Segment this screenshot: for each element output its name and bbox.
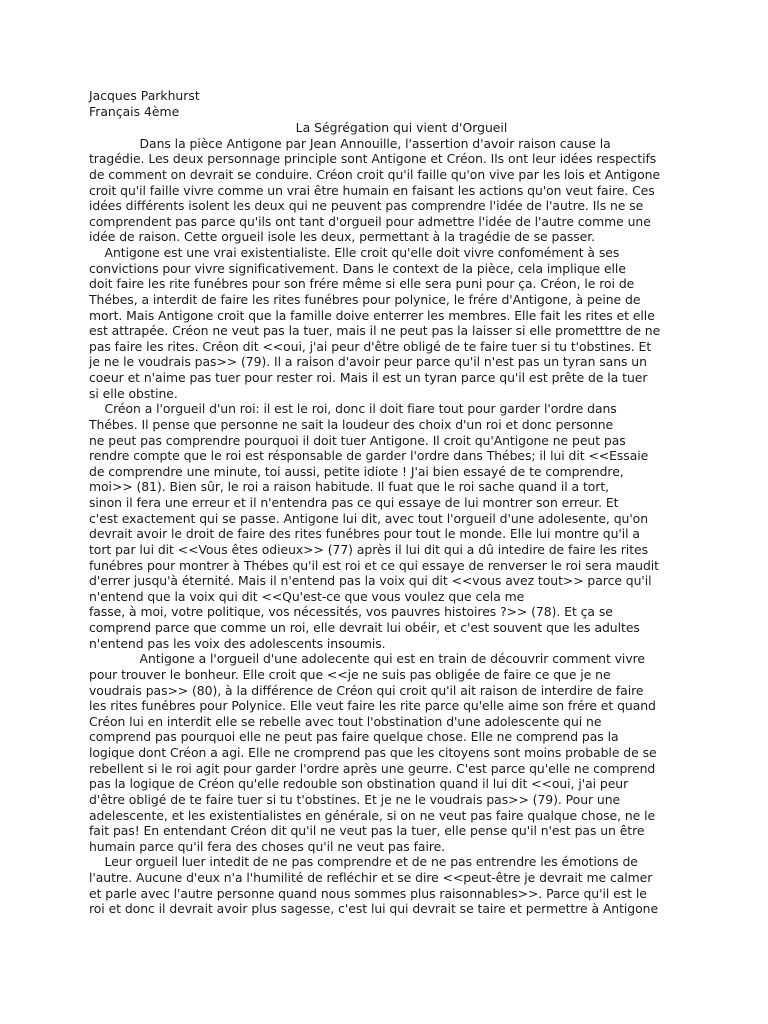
- text-line: Antigone est une vrai existentialiste. Elle croit qu'elle doit vivre confomément à ses: [89, 245, 620, 261]
- text-line: Créon a l'orgueil d'un roi: il est le roi, donc il doit fiare tout pour garder l'ordre dans: [89, 401, 617, 417]
- text-line: comprend parce que comme un roi, elle devrait lui obéir, et c'est souvent que les adultes: [89, 620, 640, 636]
- text-line: Leur orgueil luer intedit de ne pas comprendre et de ne pas entrendre les émotions de: [89, 854, 638, 870]
- text-line: rebellent si le roi agit pour garder l'ordre après une geurre. C'est parce qu'elle ne comprend: [89, 760, 656, 776]
- text-line: voudrais pas>> (80), à la différence de Créon qui croit qu'il ait raison de interdire de faire: [89, 682, 644, 698]
- text-line: Thébes, a interdit de faire les rites funébres pour polynice, le frére d'Antigone, à peine de: [89, 291, 641, 307]
- text-line: coeur et n'aime pas tuer pour rester roi. Mais il est un tyran parce qu'il est prête de la tuer: [89, 370, 648, 386]
- text-line: croit qu'il faille vivre comme un vrai être humain en faisant les actions qu'on veut faire. Ces: [89, 182, 655, 198]
- text-line: idées différents isolent les deux qui ne peuvent pas comprendre l'idée de l'autre. Ils ne se: [89, 198, 644, 214]
- text-line: l'autre. Aucune d'eux n'a l'humilité de refléchir et se dire <<peut-être je devrait me calmer: [89, 870, 653, 886]
- essay-title: La Ségrégation qui vient d'Orgueil: [295, 119, 508, 135]
- text-line: n'entend que la voix qui dit <<Qu'est-ce que vous voulez que cela me: [89, 588, 525, 604]
- text-line: tort par lui dit <<Vous êtes odieux>> (77) après il lui dit qui a dû intedire de faire les rites: [89, 541, 648, 557]
- text-line: est attrapée. Créon ne veut pas la tuer, mais il ne peut pas la laisser si elle prometttre de ne: [89, 323, 661, 339]
- text-line: les rites funébres pour Polynice. Elle veut faire les rite parce qu'elle aime son frére et quand: [89, 698, 656, 714]
- text-line: rendre compte que le roi est résponsable de garder l'ordre dans Thébes; il lui dit <<Essaie: [89, 448, 649, 464]
- text-line: et parle avec l'autre personne quand nous sommes plus raisonnables>>. Parce qu'il est le: [89, 885, 647, 901]
- text-line: je ne le voudrais pas>> (79). Il a raison d'avoir peur parce qu'il n'est pas un tyran sans un: [89, 354, 647, 370]
- text-line: Thébes. Il pense que personne ne sait la loudeur des choix d'un roi et donc personne: [89, 416, 614, 432]
- text-line: comprendent pas parce qu'ils ont tant d'orgueil pour admettre l'idée de l'autre comme une: [89, 213, 651, 229]
- text-line: idée de raison. Cette orgueil isole les deux, permettant à la tragédie de se passer.: [89, 229, 596, 245]
- text-line: pas la logique de Créon qu'elle redouble son obstination quand il lui dit <<oui, j'ai peur: [89, 776, 629, 792]
- text-line: de comprendre une minute, toi aussi, petite idiote ! J'ai bien essayé de te comprendre,: [89, 463, 624, 479]
- text-line: fait pas! En entendant Créon dit qu'il ne veut pas la tuer, elle pense qu'il n'est pas un être: [89, 823, 645, 839]
- author-name: Jacques Parkhurst: [89, 88, 200, 103]
- text-line: d'être obligé de te faire tuer si tu t'obstines. Et je ne le voudrais pas>> (79). Pour une: [89, 791, 621, 807]
- text-line: moi>> (81). Bien sûr, le roi a raison habitude. Il fuat que le roi sache quand il a tort,: [89, 479, 610, 495]
- text-line: Antigone a l'orgueil d'une adolecente qui est en train de découvrir comment vivre: [89, 651, 645, 667]
- text-line: logique dont Créon a agi. Elle ne cromprend pas que les citoyens sont moins probable de se: [89, 745, 657, 761]
- text-line: c'est exactement qui se passe. Antigone lui dit, avec tout l'orgueil d'une adolesente, qu'on: [89, 510, 649, 526]
- text-line: roi et donc il devrait avoir plus sagesse, c'est lui qui devrait se taire et permettre à Antigone: [89, 901, 659, 917]
- text-line: tragédie. Les deux personnage principle sont Antigone et Créon. Ils ont leur idées respectifs: [89, 151, 657, 167]
- text-line: d'errer jusqu'à éternité. Mais il n'entend pas la voix qui dit <<vous avez tout>> parce qu'il: [89, 573, 652, 589]
- text-line: sinon il fera une erreur et il n'entendra pas ce qui essaye de lui montrer son erreur. Et: [89, 495, 619, 511]
- text-line: ne peut pas comprendre pourquoi il doit tuer Antigone. Il croit qu'Antigone ne peut pas: [89, 432, 626, 448]
- text-line: si elle obstine.: [89, 385, 178, 401]
- text-line: convictions pour vivre significativement. Dans le context de la pièce, cela implique elle: [89, 260, 626, 276]
- text-line: devrait avoir le droit de faire des rites funébres pour tout le monde. Elle lui montre qu'il a: [89, 526, 640, 542]
- text-line: n'entend pas les voix des adolescents insoumis.: [89, 635, 386, 651]
- text-line: funébres pour montrer à Thébes qu'il est roi et ce qui essaye de renverser le roi sera maudit: [89, 557, 659, 573]
- text-line: comprend pas pourquoi elle ne peut pas faire quelque chose. Elle ne comprend pas la: [89, 729, 619, 745]
- text-line: pas faire les rites. Créon dit <<oui, j'ai peur d'être obligé de te faire tuer si tu t'obstines. Et: [89, 338, 652, 354]
- text-line: mort. Mais Antigone croit que la famille doive enterrer les membres. Elle fait les rites et elle: [89, 307, 655, 323]
- text-line: de comment on devrait se conduire. Créon croit qu'il faille qu'on vive par les lois et Antigone: [89, 166, 661, 182]
- text-line: Créon lui en interdit elle se rebelle avec tout l'obstination d'une adolescente qui ne: [89, 713, 602, 729]
- essay-body: [89, 136, 688, 917]
- text-line: doit faire les rite funébres pour son frére même si elle sera puni pour ça. Créon, le roi de: [89, 276, 635, 292]
- text-line: adelescente, et les existentialistes en générale, si on ne veut pas faire qualque chose, ne le: [89, 807, 656, 823]
- text-line: pour trouver le bonheur. Elle croit que <<je ne suis pas obligée de faire ce que je ne: [89, 666, 611, 682]
- text-line: humain parce qu'il fera des choses qu'il ne veut pas faire.: [89, 838, 446, 854]
- class-name: Français 4ème: [89, 103, 180, 119]
- text-line: Dans la pièce Antigone par Jean Annouille, l'assertion d'avoir raison cause la: [89, 135, 611, 151]
- text-line: fasse, à moi, votre politique, vos nécessités, vos pauvres histoires ?>> (78). Et ça se: [89, 604, 613, 620]
